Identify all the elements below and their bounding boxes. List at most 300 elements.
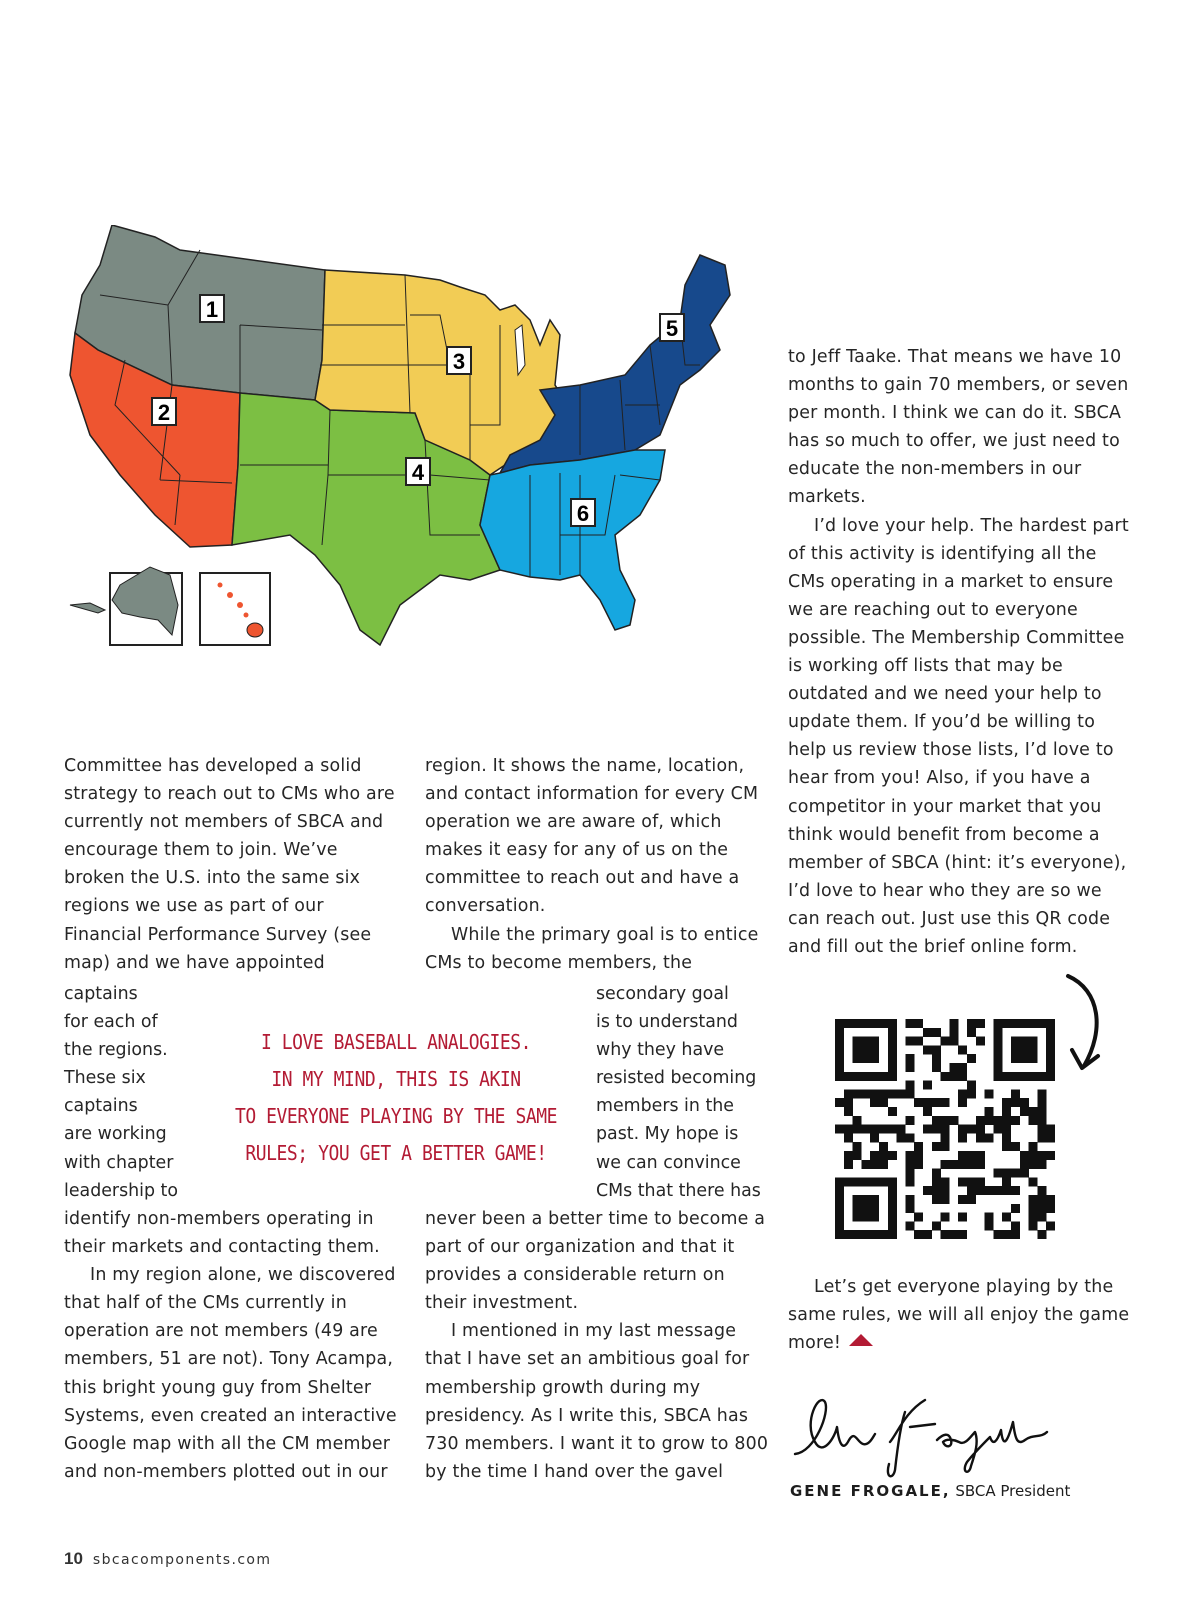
qr-module [1046,1028,1055,1037]
qr-module [914,1037,923,1046]
qr-module [844,1089,853,1098]
region-label-6 [571,499,595,526]
qr-module [1029,1142,1038,1151]
qr-module [853,1142,862,1151]
qr-module [1011,1186,1020,1195]
qr-module [932,1169,941,1178]
qr-module [932,1125,941,1134]
column-2 [425,752,770,977]
qr-module [958,1072,967,1081]
qr-module [870,1151,879,1160]
qr-module [941,1072,950,1081]
qr-module [879,1160,888,1169]
qr-module [870,1133,879,1142]
qr-module [1037,1107,1046,1116]
region-label-5 [660,314,684,341]
qr-module [853,1151,862,1160]
qr-module [835,1045,844,1054]
qr-module [967,1089,976,1098]
qr-module [835,1213,844,1222]
qr-module [941,1142,950,1151]
qr-module [1037,1019,1046,1028]
qr-module [1046,1204,1055,1213]
qr-module [853,1177,862,1186]
qr-module [888,1177,897,1186]
qr-module [949,1037,958,1046]
qr-module [835,1221,844,1230]
qr-module [1037,1072,1046,1081]
qr-module [870,1045,879,1054]
qr-module [1011,1019,1020,1028]
qr-module [958,1063,967,1072]
qr-module [853,1019,862,1028]
qr-module [1046,1019,1055,1028]
qr-module [923,1081,932,1090]
qr-module [844,1133,853,1142]
qr-module [967,1054,976,1063]
qr-module [976,1151,985,1160]
qr-module [967,1151,976,1160]
qr-module [1037,1151,1046,1160]
qr-module [861,1204,870,1213]
qr-module [879,1142,888,1151]
qr-module [844,1019,853,1028]
qr-module [985,1213,994,1222]
qr-module [1029,1019,1038,1028]
qr-module [958,1045,967,1054]
qr-module [897,1125,906,1134]
column-3-lower [788,1273,1133,1357]
qr-module [932,1195,941,1204]
qr-module [835,1186,844,1195]
qr-module [941,1098,950,1107]
qr-module [835,1019,844,1028]
qr-module [993,1028,1002,1037]
qr-module [949,1019,958,1028]
qr-module [1011,1142,1020,1151]
qr-module [888,1230,897,1239]
qr-module [976,1133,985,1142]
qr-module [844,1177,853,1186]
qr-module [861,1054,870,1063]
qr-module [1002,1142,1011,1151]
qr-module [1037,1213,1046,1222]
handwritten-signature [785,1382,1065,1482]
qr-module [905,1204,914,1213]
qr-module [835,1177,844,1186]
qr-module [879,1151,888,1160]
qr-module [1020,1037,1029,1046]
qr-module [1037,1195,1046,1204]
qr-module [967,1028,976,1037]
qr-module [985,1133,994,1142]
end-mark-icon [849,1334,873,1346]
qr-module [932,1028,941,1037]
qr-module [879,1177,888,1186]
svg-text:4: 4 [411,460,425,485]
qr-module [844,1230,853,1239]
qr-module [1011,1054,1020,1063]
qr-module [1037,1230,1046,1239]
qr-module [1029,1037,1038,1046]
qr-module [853,1230,862,1239]
qr-module [923,1186,932,1195]
site-url[interactable]: sbcacomponents.com [92,1552,272,1568]
col1-paragraph-1: Committee has developed a solid strategy to reach out to CMs who are currently not members of SBCA and encourage them to join. We’ve broken the U.S. into the same six regions we use as part of our Financial Performance Survey (see map) and we have appointed [64,756,395,973]
qr-module [1011,1037,1020,1046]
qr-module [958,1089,967,1098]
qr-module [1037,1098,1046,1107]
qr-module [1011,1221,1020,1230]
qr-module [993,1019,1002,1028]
qr-module [835,1054,844,1063]
qr-module [1002,1133,1011,1142]
qr-module [1002,1169,1011,1178]
qr-module [993,1037,1002,1046]
qr-module [879,1125,888,1134]
qr-module [888,1151,897,1160]
qr-module [1002,1072,1011,1081]
qr-module [835,1125,844,1134]
qr-module [914,1142,923,1151]
qr-module [844,1098,853,1107]
qr-module [870,1195,879,1204]
qr-module [941,1116,950,1125]
qr-module [853,1037,862,1046]
qr-module [870,1125,879,1134]
qr-module [1002,1019,1011,1028]
qr-module [870,1230,879,1239]
qr-module [1037,1133,1046,1142]
col2-paragraph-1: region. It shows the name, location, and contact information for every CM operation we are aware of, which makes it easy for any of us on the committee to reach out and have a conversation. [425,756,759,917]
col1-paragraph-1-end: identify non-members operating in their markets and contacting them. [64,1209,380,1258]
qr-module [967,1160,976,1169]
qr-module [905,1195,914,1204]
qr-module [967,1081,976,1090]
region-label-1 [200,295,224,322]
qr-module [870,1037,879,1046]
qr-module [844,1160,853,1169]
qr-module [985,1116,994,1125]
qr-module [1020,1072,1029,1081]
qr-module [870,1089,879,1098]
qr-module [1029,1151,1038,1160]
qr-module [932,1142,941,1151]
col3-paragraph-3: Let’s get everyone playing by the same rules, we will all enjoy the game more! [788,1277,1130,1354]
page-number: 10 [64,1549,83,1568]
qr-module [870,1177,879,1186]
qr-module [941,1195,950,1204]
qr-module [1020,1098,1029,1107]
column-1 [64,752,404,977]
qr-module [958,1213,967,1222]
curved-arrow-icon [1060,970,1130,1080]
qr-module [853,1213,862,1222]
qr-module [870,1213,879,1222]
svg-text:3: 3 [452,349,466,374]
qr-module [1029,1195,1038,1204]
column-3 [788,343,1133,961]
qr-module [1046,1045,1055,1054]
qr-module [1029,1160,1038,1169]
qr-module [853,1125,862,1134]
qr-module [993,1063,1002,1072]
qr-module [853,1054,862,1063]
qr-module [835,1230,844,1239]
qr-module [941,1177,950,1186]
qr-module [879,1089,888,1098]
qr-module [1046,1072,1055,1081]
qr-module [993,1169,1002,1178]
qr-module [1046,1151,1055,1160]
qr-module [949,1072,958,1081]
qr-module [1002,1125,1011,1134]
column-2-lower [425,1205,770,1486]
qr-module [932,1098,941,1107]
qr-module [1020,1169,1029,1178]
qr-module [914,1230,923,1239]
qr-module [853,1204,862,1213]
qr-module [905,1063,914,1072]
qr-module [1002,1177,1011,1186]
qr-module [861,1230,870,1239]
qr-module [1011,1116,1020,1125]
qr-module [1029,1072,1038,1081]
svg-text:6: 6 [576,501,590,526]
qr-module [967,1177,976,1186]
col2-paragraph-2-end: never been a better time to become a part of our organization and that it provides a considerable return on their investment. [425,1209,766,1314]
qr-module [993,1230,1002,1239]
qr-module [958,1098,967,1107]
qr-module [985,1186,994,1195]
qr-module [1037,1186,1046,1195]
qr-module [905,1169,914,1178]
qr-module [888,1107,897,1116]
region-label-2 [152,398,176,425]
qr-module [1046,1037,1055,1046]
qr-module [985,1089,994,1098]
qr-module [853,1089,862,1098]
qr-module [914,1213,923,1222]
qr-module [1037,1160,1046,1169]
qr-module [853,1072,862,1081]
qr-module [905,1177,914,1186]
qr-module [958,1177,967,1186]
qr-module [1020,1151,1029,1160]
qr-module [870,1019,879,1028]
qr-module [888,1063,897,1072]
qr-module [993,1072,1002,1081]
qr-module [967,1125,976,1134]
signer-name: GENE FROGALE, [790,1482,951,1500]
qr-module [1020,1019,1029,1028]
qr-module [905,1160,914,1169]
qr-module [1046,1195,1055,1204]
qr-module [870,1204,879,1213]
qr-module [853,1116,862,1125]
qr-module [905,1221,914,1230]
qr-module [888,1195,897,1204]
qr-module [861,1037,870,1046]
signer-title: SBCA President [955,1482,1071,1500]
region-label-3 [447,347,471,374]
qr-module [914,1160,923,1169]
col2-wrap-text: secondary goal is to understand why they have resisted becoming members in the past. My hope is we can convince CMs that there has [596,984,761,1201]
qr-module [835,1195,844,1204]
qr-module [932,1177,941,1186]
qr-module [958,1195,967,1204]
qr-module [932,1063,941,1072]
qr-module [879,1098,888,1107]
qr-module [835,1098,844,1107]
qr-module [1037,1125,1046,1134]
qr-module [888,1125,897,1134]
qr-module [844,1107,853,1116]
qr-module [888,1204,897,1213]
page-footer [64,1549,271,1569]
qr-module [888,1186,897,1195]
qr-module [1029,1116,1038,1125]
qr-module [870,1098,879,1107]
qr-module [897,1133,906,1142]
qr-module [976,1160,985,1169]
qr-module [941,1125,950,1134]
qr-module [1020,1045,1029,1054]
qr-module [976,1037,985,1046]
qr-module [888,1213,897,1222]
qr-module [844,1072,853,1081]
qr-module [923,1028,932,1037]
qr-module [897,1089,906,1098]
qr-module [1046,1133,1055,1142]
qr-module [985,1107,994,1116]
hawaii-area [247,623,263,637]
qr-module [861,1125,870,1134]
qr-module [949,1230,958,1239]
qr-module [923,1125,932,1134]
qr-module [1002,1098,1011,1107]
qr-module [914,1019,923,1028]
svg-text:2: 2 [157,400,171,425]
qr-module [976,1125,985,1134]
qr-module [993,1125,1002,1134]
qr-module [923,1098,932,1107]
qr-module [870,1054,879,1063]
qr-module [1029,1045,1038,1054]
qr-module [1046,1063,1055,1072]
qr-module [976,1177,985,1186]
qr-module [853,1045,862,1054]
qr-code[interactable] [835,1019,1055,1239]
qr-module [888,1054,897,1063]
qr-module [861,1213,870,1222]
qr-module [888,1221,897,1230]
qr-module [844,1125,853,1134]
qr-module [835,1063,844,1072]
qr-module [853,1195,862,1204]
svg-text:1: 1 [205,297,219,322]
qr-module [932,1045,941,1054]
qr-module [967,1186,976,1195]
qr-module [1011,1230,1020,1239]
qr-module [861,1045,870,1054]
qr-module [861,1160,870,1169]
qr-module [888,1037,897,1046]
qr-module [905,1089,914,1098]
qr-module [941,1133,950,1142]
qr-module [861,1177,870,1186]
qr-module [1029,1177,1038,1186]
qr-module [1011,1045,1020,1054]
signature-caption [790,1482,1070,1500]
qr-module [958,1230,967,1239]
qr-module [888,1089,897,1098]
qr-module [861,1019,870,1028]
qr-module [835,1037,844,1046]
qr-module [879,1230,888,1239]
qr-module [958,1133,967,1142]
qr-module [932,1054,941,1063]
regions-map [60,225,780,695]
qr-module [941,1230,950,1239]
qr-module [1029,1221,1038,1230]
qr-module [870,1072,879,1081]
qr-module [861,1072,870,1081]
qr-module [1002,1230,1011,1239]
qr-module [976,1116,985,1125]
qr-module [932,1116,941,1125]
qr-module [1046,1221,1055,1230]
qr-module [905,1133,914,1142]
qr-module [888,1045,897,1054]
qr-module [879,1072,888,1081]
qr-module [905,1019,914,1028]
qr-module [861,1089,870,1098]
qr-module [1002,1213,1011,1222]
qr-module [1037,1089,1046,1098]
qr-module [879,1019,888,1028]
qr-module [1037,1204,1046,1213]
qr-module [888,1028,897,1037]
col2-paragraph-3: I mentioned in my last message that I have set an ambitious goal for membership growth during my presidency. As I write this, SBCA has 730 members. I want it to grow to 800 by the time I hand over the gavel [425,1321,769,1482]
qr-module [905,1054,914,1063]
qr-module [932,1186,941,1195]
qr-module [941,1186,950,1195]
qr-module [1011,1072,1020,1081]
qr-module [1011,1098,1020,1107]
qr-module [941,1160,950,1169]
qr-module [835,1072,844,1081]
qr-module [923,1230,932,1239]
qr-module [958,1151,967,1160]
qr-module [905,1151,914,1160]
pull-quote: I LOVE BASEBALL ANALOGIES. IN MY MIND, THIS IS AKIN TO EVERYONE PLAYING BY THE SAME RULES; YOU GET A BETTER GAME! [234,1030,558,1165]
qr-module [914,1098,923,1107]
qr-module [941,1213,950,1222]
qr-module [844,1151,853,1160]
qr-module [993,1045,1002,1054]
qr-module [967,1019,976,1028]
qr-module [1029,1213,1038,1222]
qr-module [949,1063,958,1072]
qr-module [932,1221,941,1230]
qr-module [1002,1186,1011,1195]
qr-module [1046,1054,1055,1063]
qr-module [1037,1116,1046,1125]
qr-module [993,1116,1002,1125]
qr-module [1020,1107,1029,1116]
qr-module [985,1221,994,1230]
